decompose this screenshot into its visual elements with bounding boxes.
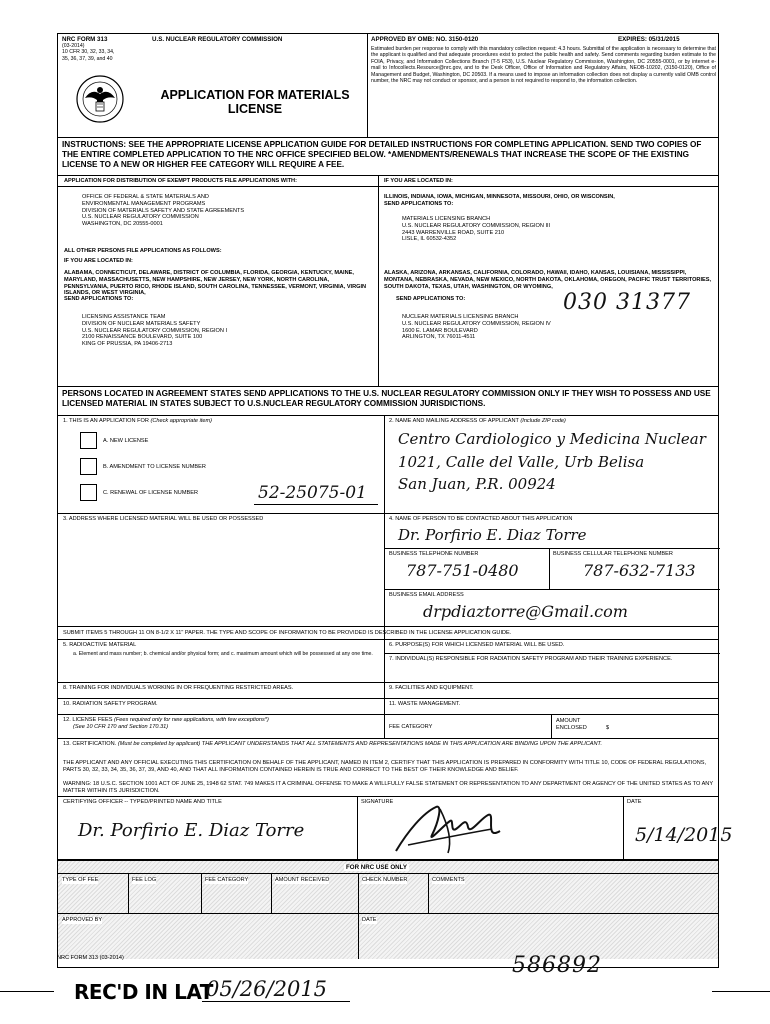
item12-reference: (See 10 CFR 170 and Section 170.31) [73,724,169,730]
license-number-value[interactable]: 52-25075-01 [258,483,367,503]
applicant-city-zip[interactable]: San Juan, P.R. 00924 [398,475,556,493]
amendment-label: B. AMENDMENT TO LICENSE NUMBER [103,464,206,470]
control-number: 586892 [512,953,602,978]
right-send-to-2: SEND APPLICATIONS TO: [396,296,466,302]
left-if-located: IF YOU ARE LOCATED IN: [64,258,133,264]
item8-label: 8. TRAINING FOR INDIVIDUALS WORKING IN OR FREQUENTING RESTRICTED AREAS. [63,685,294,691]
fee-category-use-label: FEE CATEGORY [205,877,249,883]
burden-statement: Estimated burden per response to comply with this mandatory collection request: 4.3 hours. Submittal of the application is necessary to determine that the applicant is qualified and that adequate procedures exist to protect the public health and safety. Send comments regarding burden estimate to the FOIA, Privacy, and Information Collections Branch (T-5 F53), U.S. Nuclear Regulatory Commission, Washington, DC 20555-0001, or by internet e-mail to Infocollects.Resource@nrc.gov, and to the Desk Officer, Office of Information and Regulatory Affairs, NEOB-10202, (3150-0120), Office of Management and Budget, Washington, DC 20503. If a means used to impose an information collection does not display a currently valid OMB control number, the NRC may not conduct or sponsor, and a person is not required to respond to, the information collection. [371,46,716,85]
email-label: BUSINESS EMAIL ADDRESS [389,592,464,598]
form-citation: (03-2014) 10 CFR 30, 32, 33, 34, 35, 36, 37, 39, and 40 [62,43,115,62]
nrc-use-area [58,861,718,959]
nrc-form-313 [57,33,733,968]
certification-text: THE APPLICANT AND ANY OFFICIAL EXECUTING THIS CERTIFICATION ON BEHALF OF THE APPLICANT, NAMED IN ITEM 2, CERTIFY THAT THIS APPLICATION IS PREPARED IN CONFORMITY WITH TITLE 10, CODE OF FEDERAL REGULATIONS, PARTS 30, 32, 33, 34, 35, 36, 37, 39, AND 40, AND THAT ALL INFORMATION CONTAINED HEREIN IS TRUE AND CORRECT TO THE BEST OF THEIR KNOWLEDGE AND BELIEF. [63,760,707,773]
item9-label: 9. FACILITIES AND EQUIPMENT. [389,685,474,691]
item10-label: 10. RADIATION SAFETY PROGRAM. [63,701,158,707]
region4-address: NUCLEAR MATERIALS LICENSING BRANCH U.S. NUCLEAR REGULATORY COMMISSION, REGION IV 1600 E. LAMAR BOULEVARD ARLINGTON, TX 76011-4511 [402,314,551,341]
nrc-date-label: DATE [362,917,377,923]
item5-description: a. Element and mass number; b. chemical and/or physical form; and c. maximum amount which will be possessed at any one time. [73,651,373,657]
renewal-label: C. RENEWAL OF LICENSE NUMBER [103,490,199,496]
amount-received-label: AMOUNT RECEIVED [275,877,330,883]
instructions-text: INSTRUCTIONS: SEE THE APPROPRIATE LICENSE APPLICATION GUIDE FOR DETAILED INSTRUCTIONS FOR COMPLETING APPLICATION. SEND TWO COPIES OF THE ENTIRE COMPLETED APPLICATION TO THE NRC OFFICE SPECIFIED BELOW. *AMENDMENTS/RENEWALS THAT INCREASE THE SCOPE OF THE EXISTING LICENSE TO A NEW OR HIGHER FEE CATEGORY WILL REQUIRE A FEE. [62,140,702,170]
cell-label: BUSINESS CELLULAR TELEPHONE NUMBER [553,551,673,557]
applicant-street[interactable]: 1021, Calle del Valle, Urb Belisa [398,453,645,471]
signature-image [388,801,508,859]
phone-label: BUSINESS TELEPHONE NUMBER [389,551,479,557]
header-divider [367,34,368,137]
item3-label: 3. ADDRESS WHERE LICENSED MATERIAL WILL BE USED OR POSSESSED [63,516,264,522]
form-title-line2: LICENSE [227,102,283,116]
item5-label: 5. RADIOACTIVE MATERIAL [63,642,137,648]
item7-label: 7. INDIVIDUAL(S) RESPONSIBLE FOR RADIATION SAFETY PROGRAM AND THEIR TRAINING EXPERIENCE. [389,656,673,662]
region3-address: MATERIALS LICENSING BRANCH U.S. NUCLEAR REGULATORY COMMISSION, REGION III 2443 WARRENVILLE ROAD, SUITE 210 LISLE, IL 60532-4352 [402,216,551,243]
nrc-hq-address: OFFICE OF FEDERAL & STATE MATERIALS AND ENVIRONMENTAL MANAGEMENT PROGRAMS DIVISION OF MATERIALS SAFETY AND STATE AGREEMENTS U.S. NUCLEAR REGULATORY COMMISSION WASHINGTON, DC 20555-0001 [82,194,245,228]
new-license-checkbox[interactable] [80,432,97,449]
region4-states: ALASKA, ARIZONA, ARKANSAS, CALIFORNIA, COLORADO, HAWAII, IDAHO, KANSAS, LOUISIANA, MISSISSIPPI, MONTANA, NEBRASKA, NEVADA, NEW MEXICO, NORTH DAKOTA, OKLAHOMA, OREGON, PACIFIC TRUST TERRITORIES, SOUTH DAKOTA, TEXAS, UTAH, WASHINGTON, OR WYOMING, [384,270,712,290]
agency-name: U.S. NUCLEAR REGULATORY COMMISSION [152,36,283,43]
date-label: DATE [627,799,642,805]
right-if-located: IF YOU ARE LOCATED IN: [384,178,453,184]
certifying-officer-label: CERTIFYING OFFICER -- TYPED/PRINTED NAME AND TITLE [63,799,222,805]
right-send-to-1: SEND APPLICATIONS TO: [384,201,454,207]
phone-value[interactable]: 787-751-0480 [406,561,519,580]
address-divider [378,175,379,386]
warning-text: WARNING: 18 U.S.C. SECTION 1001 ACT OF JUNE 25, 1948 62 STAT. 749 MAKES IT A CRIMINAL OFFENSE TO MAKE A WILLFULLY FALSE STATEMENT OR REPRESENTATION TO ANY DEPARTMENT OR AGENCY OF THE UNITED STATES AS TO ANY MATTER WITHIN ITS JURISDICTION. [63,781,713,794]
approved-by-label: APPROVED BY [62,917,103,923]
expiration-date: EXPIRES: 05/31/2015 [618,36,680,43]
item6-label: 6. PURPOSE(S) FOR WHICH LICENSED MATERIAL WILL BE USED. [389,642,565,648]
region3-states: ILLINOIS, INDIANA, IOWA, MICHIGAN, MINNESOTA, MISSOURI, OHIO, OR WISCONSIN, [384,194,615,200]
item11-label: 11. WASTE MANAGEMENT. [389,701,461,707]
amendment-checkbox[interactable] [80,458,97,475]
submit-items-note: SUBMIT ITEMS 5 THROUGH 11 ON 8-1/2 X 11" PAPER. THE TYPE AND SCOPE OF INFORMATION TO BE PROVIDED IS DESCRIBED IN THE LICENSE APPLICATION GUIDE. [63,630,512,636]
item1-label: 1. THIS IS AN APPLICATION FOR (Check appropriate item) [63,418,213,424]
item4-label: 4. NAME OF PERSON TO BE CONTACTED ABOUT THIS APPLICATION [389,516,573,522]
omb-number: APPROVED BY OMB: NO. 3150-0120 [371,36,479,43]
type-of-fee-label: TYPE OF FEE [62,877,99,883]
fee-category-label: FEE CATEGORY [389,724,433,730]
new-license-label: A. NEW LICENSE [103,438,149,444]
comments-label: COMMENTS [432,877,465,883]
received-date: 05/26/2015 [206,977,328,1001]
form-id: NRC FORM 313 [62,36,108,43]
contact-name[interactable]: Dr. Porfirio E. Diaz Torre [398,526,587,544]
exempt-products-heading: APPLICATION FOR DISTRIBUTION OF EXEMPT PRODUCTS FILE APPLICATIONS WITH: [64,178,297,184]
region1-states: ALABAMA, CONNECTICUT, DELAWARE, DISTRICT OF COLUMBIA, FLORIDA, GEORGIA, KENTUCKY, MAINE, MARYLAND, MASSACHUSETTS, NEW HAMPSHIRE, NEW JERSEY, NEW YORK, NORTH CAROLINA, PENNSYLVANIA, PUERTO RICO, RHODE ISLAND, SOUTH CAROLINA, TENNESSEE, VERMONT, VIRGINIA, VIRGIN ISLANDS, OR WEST VIRGINIA, [64,270,367,297]
form-title: APPLICATION FOR MATERIALS [160,88,350,102]
item13-label: 13. CERTIFICATION. (Must be completed by applicant) THE APPLICANT UNDERSTANDS THAT ALL STATEMENTS AND REPRESENTATIONS MADE IN THIS APPLICATION ARE BINDING UPON THE APPLICANT. [63,741,603,747]
check-number-label: CHECK NUMBER [362,877,408,883]
region1-address: LICENSING ASSISTANCE TEAM DIVISION OF NUCLEAR MATERIALS SAFETY U.S. NUCLEAR REGULATORY COMMISSION, REGION I 2100 RENAISSANCE BOULEVARD, SUITE 100 KING OF PRUSSIA, PA 19406-2713 [82,314,228,348]
amount-enclosed-label: AMOUNT ENCLOSED [556,718,587,731]
fee-log-label: FEE LOG [132,877,157,883]
cell-value[interactable]: 787-632-7133 [583,561,696,580]
item2-label: 2. NAME AND MAILING ADDRESS OF APPLICANT (Include ZIP code) [389,418,566,424]
date-value[interactable]: 5/14/2015 [635,824,733,846]
nrc-use-only-heading: FOR NRC USE ONLY [346,864,407,871]
received-stamp: REC'D IN LAT [74,980,213,1004]
nrc-seal-icon [75,74,125,124]
renewal-checkbox[interactable] [80,484,97,501]
item12-label: 12. LICENSE FEES (Fees required only for new applications, with few exceptions*) [63,717,269,723]
certifying-officer-name[interactable]: Dr. Porfirio E. Diaz Torre [78,820,305,841]
footer-form-id: NRC FORM 313 (03-2014) [57,955,124,961]
docket-number-stamp: 030 31377 [563,290,691,315]
agreement-states-notice: PERSONS LOCATED IN AGREEMENT STATES SEND APPLICATIONS TO THE U.S. NUCLEAR REGULATORY COMMISSION ONLY IF THEY WISH TO POSSESS AND USE LICENSED MATERIAL IN STATES SUBJECT TO U.S.NUCLEAR REGULATORY COMMISSION JURISDICTIONS. [62,389,711,409]
all-other-persons: ALL OTHER PERSONS FILE APPLICATIONS AS FOLLOWS: [64,248,222,254]
dollar-sign: $ [606,725,610,731]
left-send-to: SEND APPLICATIONS TO: [64,296,134,302]
email-value[interactable]: drpdiaztorre@Gmail.com [423,602,628,621]
signature-label: SIGNATURE [361,799,394,805]
applicant-name[interactable]: Centro Cardiologico y Medicina Nuclear [398,430,706,448]
